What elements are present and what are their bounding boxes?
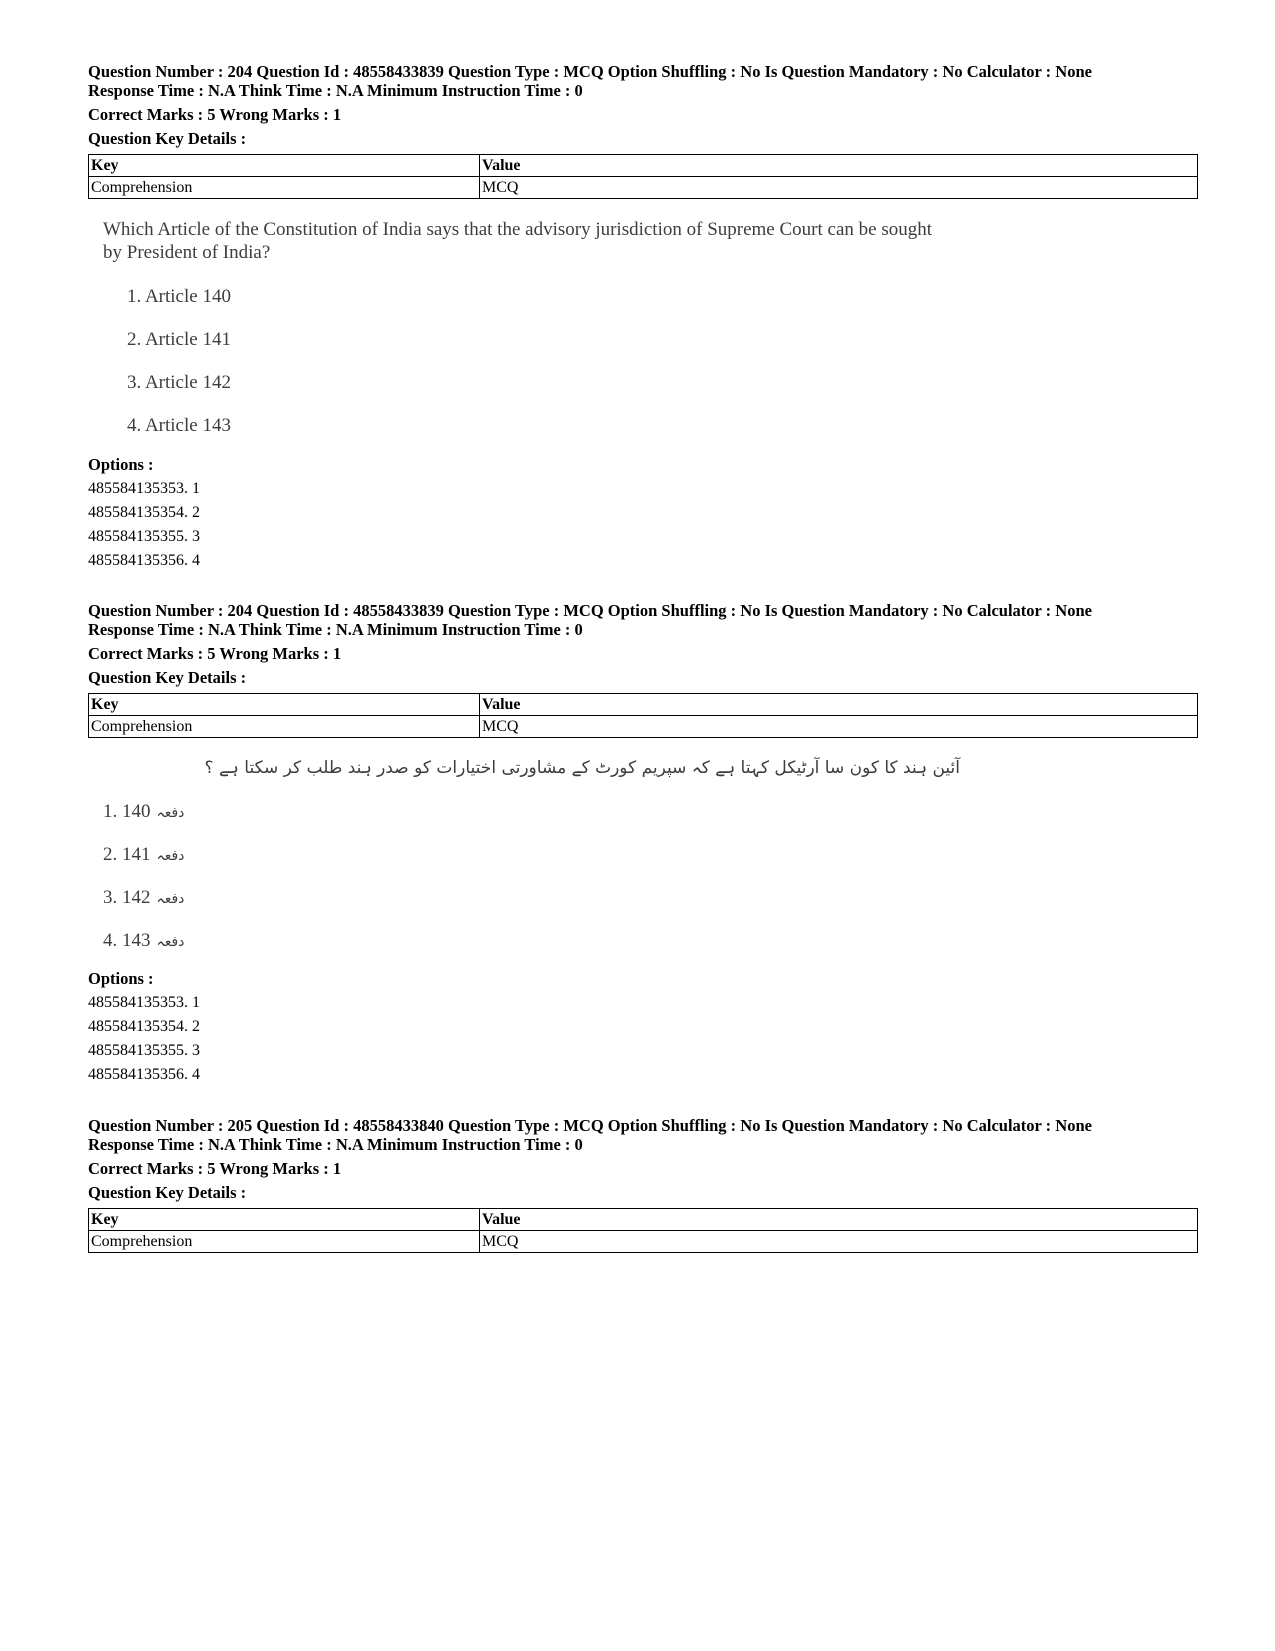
table-cell-key: Comprehension [89, 177, 480, 199]
table-cell-value: MCQ [480, 1231, 1198, 1253]
key-details-table [88, 1208, 1198, 1253]
table-header-key: Key [89, 694, 480, 716]
key-details-heading: Question Key Details : [88, 129, 247, 148]
question-timing-line: Response Time : N.A Think Time : N.A Minimum Instruction Time : 0 [88, 81, 583, 100]
table-header-key: Key [89, 155, 480, 177]
choice-item: 3. Article 142 [127, 372, 231, 393]
table-cell-value: MCQ [480, 177, 1198, 199]
table-header-value: Value [480, 694, 1198, 716]
table-header-value: Value [480, 155, 1198, 177]
question-timing-line: Response Time : N.A Think Time : N.A Minimum Instruction Time : 0 [88, 620, 583, 639]
choice-word-urdu: دفعہ [156, 934, 185, 950]
table-cell-key: Comprehension [89, 1231, 480, 1253]
choice-item: 1. Article 140 [127, 286, 231, 307]
question-meta-line: Question Number : 205 Question Id : 48558433840 Question Type : MCQ Option Shuffling : No Is Question Mandatory : No Calculator : None [88, 1116, 1092, 1135]
choice-item: 2. Article 141 [127, 329, 231, 350]
choice-word-urdu: دفعہ [156, 891, 185, 907]
marks-line: Correct Marks : 5 Wrong Marks : 1 [88, 1159, 342, 1178]
option-item: 485584135356. 4 [88, 552, 200, 569]
question-header-block [88, 1116, 1198, 1253]
choice-item [103, 800, 184, 825]
question-meta-line: Question Number : 204 Question Id : 48558433839 Question Type : MCQ Option Shuffling : No Is Question Mandatory : No Calculator : None [88, 601, 1092, 620]
question-image-english [103, 218, 1003, 264]
option-item: 485584135355. 3 [88, 528, 200, 545]
option-item: 485584135355. 3 [88, 1042, 200, 1059]
choice-number: 3. 142 [103, 887, 151, 908]
question-header-block [88, 62, 1198, 199]
option-item: 485584135354. 2 [88, 1018, 200, 1035]
option-item: 485584135354. 2 [88, 504, 200, 521]
question-timing-line: Response Time : N.A Think Time : N.A Minimum Instruction Time : 0 [88, 1135, 583, 1154]
key-details-table [88, 154, 1198, 199]
table-header-value: Value [480, 1209, 1198, 1231]
table-header-row [89, 694, 1198, 716]
table-header-row [89, 155, 1198, 177]
choice-word-urdu: دفعہ [156, 805, 185, 821]
choice-number: 1. 140 [103, 801, 151, 822]
choice-number: 2. 141 [103, 844, 151, 865]
choice-number: 4. 143 [103, 930, 151, 951]
table-row [89, 1231, 1198, 1253]
table-cell-key: Comprehension [89, 716, 480, 738]
choice-item [103, 886, 184, 911]
options-heading: Options : [88, 455, 154, 474]
question-header-block [88, 601, 1198, 738]
marks-line: Correct Marks : 5 Wrong Marks : 1 [88, 644, 342, 663]
table-header-row [89, 1209, 1198, 1231]
choice-item [103, 929, 184, 954]
question-text-line: by President of India? [103, 242, 271, 263]
key-details-heading: Question Key Details : [88, 668, 247, 687]
option-item: 485584135353. 1 [88, 994, 200, 1011]
question-text-line: Which Article of the Constitution of India says that the advisory jurisdiction of Supreme Court can be sought [103, 219, 932, 240]
choice-item [103, 843, 184, 868]
key-details-heading: Question Key Details : [88, 1183, 247, 1202]
choice-word-urdu: دفعہ [156, 848, 185, 864]
options-list [88, 453, 200, 573]
choice-item: 4. Article 143 [127, 415, 231, 436]
table-row [89, 177, 1198, 199]
table-header-key: Key [89, 1209, 480, 1231]
key-details-table [88, 693, 1198, 738]
options-heading: Options : [88, 969, 154, 988]
options-list [88, 967, 200, 1087]
table-row [89, 716, 1198, 738]
option-item: 485584135353. 1 [88, 480, 200, 497]
marks-line: Correct Marks : 5 Wrong Marks : 1 [88, 105, 342, 124]
option-item: 485584135356. 4 [88, 1066, 200, 1083]
question-meta-line: Question Number : 204 Question Id : 48558433839 Question Type : MCQ Option Shuffling : No Is Question Mandatory : No Calculator : None [88, 62, 1092, 81]
question-text-urdu: آئین ہند کا کون سا آرٹیکل کہتا ہے کہ سپریم کورٹ کے مشاورتی اختیارات کو صدر ہند طلب کر سکتا ہے ؟ [204, 758, 960, 778]
table-cell-value: MCQ [480, 716, 1198, 738]
